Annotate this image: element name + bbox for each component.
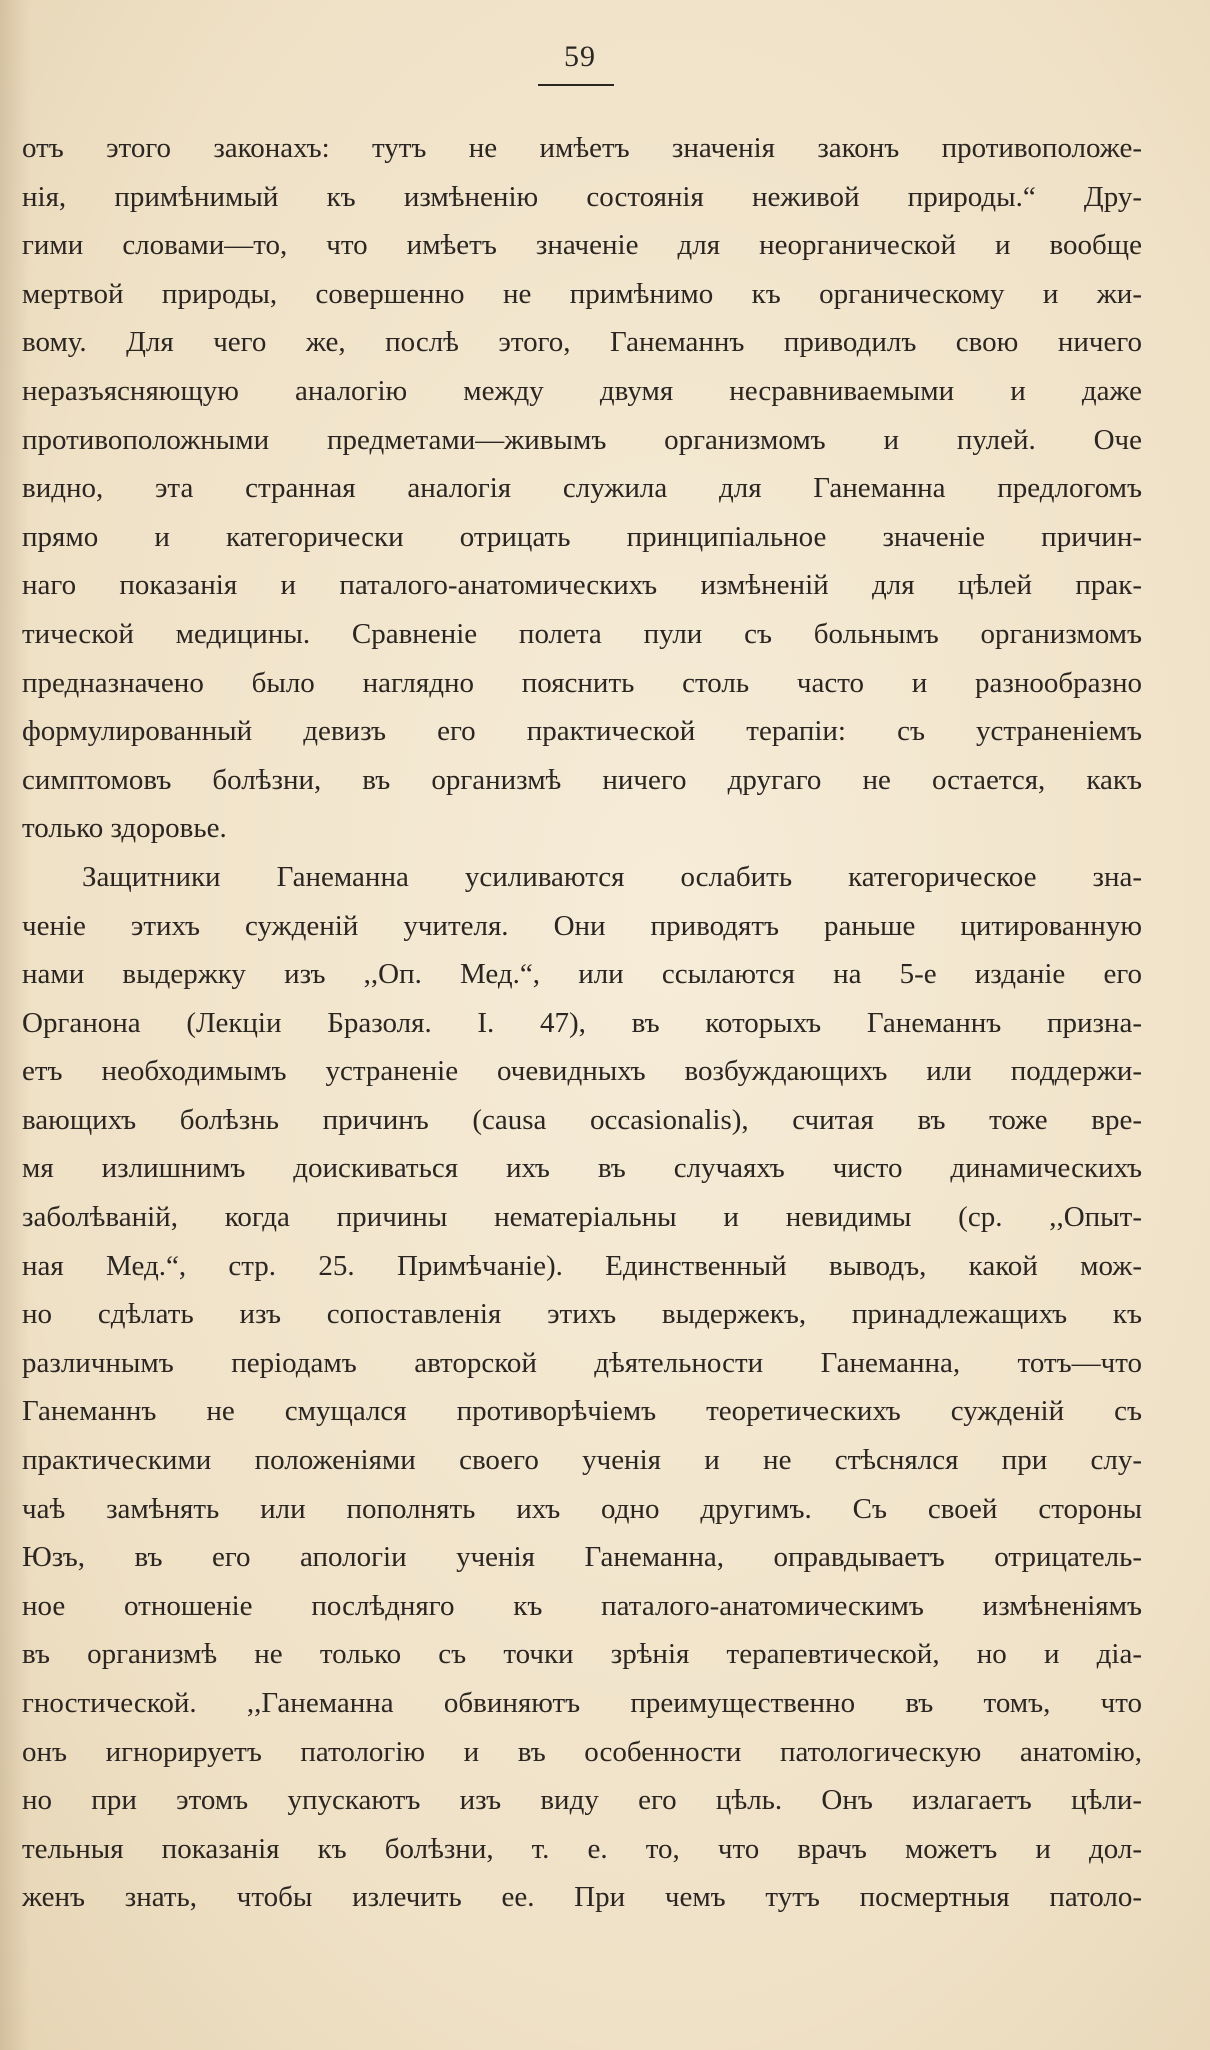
text-line: предназначено было наглядно пояснить столь часто и разнообразно: [22, 666, 1142, 699]
text-line: онъ игнорируетъ патологію и въ особенности патологическую анатомію,: [22, 1735, 1142, 1768]
text-line: нія, примѣнимый къ измѣненію состоянія неживой природы.“ Дру-: [22, 180, 1142, 213]
text-line: вому. Для чего же, послѣ этого, Ганеманнъ приводилъ свою ничего: [22, 326, 1142, 359]
text-line: чаѣ замѣнять или пополнять ихъ одно другимъ. Съ своей стороны: [22, 1492, 1142, 1525]
text-line: но сдѣлать изъ сопоставленія этихъ выдержекъ, принадлежащихъ къ: [22, 1298, 1142, 1331]
text-line: ное отношеніе послѣдняго къ паталого-анатомическимъ измѣненіямъ: [22, 1589, 1142, 1622]
text-line: формулированный девизъ его практической терапіи: съ устраненіемъ: [22, 715, 1142, 748]
text-line: только здоровье.: [22, 812, 227, 845]
text-line: отъ этого законахъ: тутъ не имѣетъ значенія законъ противоположе-: [22, 132, 1142, 164]
text-line: етъ необходимымъ устраненіе очевидныхъ возбуждающихъ или поддержи-: [22, 1055, 1142, 1088]
text-line: симптомовъ болѣзни, въ организмѣ ничего другаго не остается, какъ: [22, 763, 1142, 796]
text-line: тической медицины. Сравненіе полета пули съ больнымъ организмомъ: [22, 617, 1142, 650]
text-line: прямо и категорически отрицать принципіальное значеніе причин-: [22, 520, 1142, 553]
text-line: мя излишнимъ доискиваться ихъ въ случаяхъ чисто динамическихъ: [22, 1152, 1142, 1185]
text-line: противоположными предметами—живымъ организмомъ и пулей. Оче: [22, 423, 1142, 456]
text-line: Органона (Лекціи Бразоля. І. 47), въ которыхъ Ганеманнъ призна-: [22, 1006, 1142, 1039]
text-line: вающихъ болѣзнь причинъ (causa occasionalis), считая въ тоже вре-: [22, 1103, 1142, 1136]
text-line: женъ знать, чтобы излечить ее. При чемъ тутъ посмертныя патоло-: [22, 1881, 1142, 1914]
text-line: гностической. ,,Ганеманна обвиняютъ преимущественно въ томъ, что: [22, 1687, 1142, 1719]
text-line: различнымъ періодамъ авторской дѣятельности Ганеманна, тотъ—что: [22, 1346, 1142, 1379]
text-line: неразъясняющую аналогію между двумя несравниваемыми и даже: [22, 374, 1142, 407]
page-number-rule: [538, 84, 614, 86]
text-line: наго показанія и паталого-анатомическихъ измѣненій для цѣлей прак-: [22, 569, 1142, 602]
text-line: нами выдержку изъ ,,Оп. Мед.“, или ссылаются на 5-е изданіе его: [22, 958, 1142, 991]
text-line: въ организмѣ не только съ точки зрѣнія терапевтической, но и діа-: [22, 1638, 1142, 1671]
text-line: ная Мед.“, стр. 25. Примѣчаніе). Единственный выводъ, какой мож-: [22, 1249, 1142, 1282]
body-text: [22, 124, 1142, 1922]
text-line: Юзъ, въ его апологіи ученія Ганеманна, оправдываетъ отрицатель-: [22, 1541, 1142, 1574]
text-line: заболѣваній, когда причины нематеріальны и невидимы (ср. ,,Опыт-: [22, 1201, 1142, 1234]
text-line: ченіе этихъ сужденій учителя. Они приводятъ раньше цитированную: [22, 909, 1142, 942]
text-line: практическими положеніями своего ученія и не стѣснялся при слу-: [22, 1444, 1142, 1477]
text-line: гими словами—то, что имѣетъ значеніе для неорганической и вообще: [22, 229, 1142, 262]
text-line: видно, эта странная аналогія служила для Ганеманна предлогомъ: [22, 472, 1142, 505]
text-line: тельныя показанія къ болѣзни, т. е. то, что врачъ можетъ и дол-: [22, 1832, 1142, 1865]
text-line: Ганеманнъ не смущался противорѣчіемъ теоретическихъ сужденій съ: [22, 1395, 1142, 1428]
text-line: но при этомъ упускаютъ изъ виду его цѣль. Онъ излагаетъ цѣли-: [22, 1784, 1142, 1817]
text-line: мертвой природы, совершенно не примѣнимо къ органическому и жи-: [22, 277, 1142, 310]
text-line: Защитники Ганеманна усиливаются ослабить категорическое зна-: [82, 860, 1142, 893]
page-number: 59: [564, 40, 596, 73]
